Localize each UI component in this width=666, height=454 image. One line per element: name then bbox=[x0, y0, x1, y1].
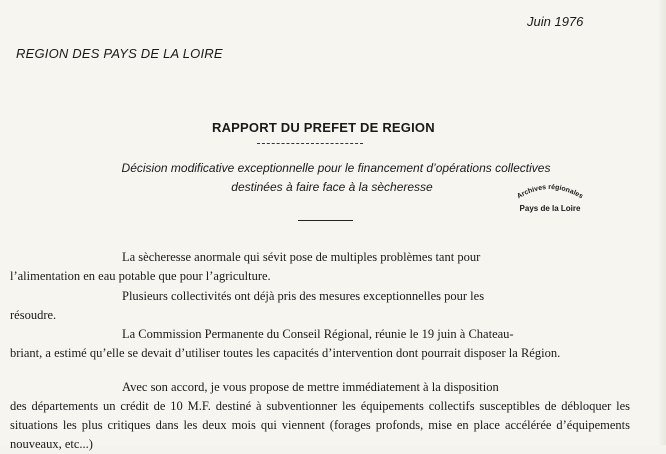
document-title: RAPPORT DU PREFET DE REGION bbox=[212, 120, 435, 135]
paragraph-1 bbox=[10, 248, 630, 286]
paragraph-2 bbox=[10, 287, 630, 325]
paragraph-4 bbox=[10, 378, 630, 454]
section-divider bbox=[298, 220, 353, 221]
paragraph-3-rest: briant, a estimé qu’elle se devait d’utiliser toutes les capacités d’intervention dont pourrait disposer la Région. bbox=[10, 346, 561, 360]
archives-stamp bbox=[510, 181, 590, 217]
page-edge-shading bbox=[658, 0, 666, 445]
paragraph-4-rest: des départements un crédit de 10 M.F. destiné à subventionner les équipements collectifs susceptibles de débloquer les situations les plus critiques dans les deux mois qui viennent (forages profonds, mise en place accélérée d’équipements nouveaux, etc...) bbox=[10, 399, 630, 451]
subtitle-line-1: Décision modificative exceptionnelle pour le financement d’opérations collectives bbox=[121, 161, 551, 175]
document-date: Juin 1976 bbox=[527, 14, 584, 29]
paragraph-4-first-line: Avec son accord, je vous propose de mettre immédiatement à la disposition bbox=[122, 380, 499, 394]
region-heading: REGION DES PAYS DE LA LOIRE bbox=[16, 46, 223, 61]
paragraph-2-first-line: Plusieurs collectivités ont déjà pris des mesures exceptionnelles pour les bbox=[122, 289, 485, 303]
paragraph-1-first-line: La sècheresse anormale qui sévit pose de multiples problèmes tant pour bbox=[122, 250, 481, 264]
stamp-line-2: Pays de la Loire bbox=[519, 204, 581, 213]
paragraph-3-first-line: La Commission Permanente du Conseil Régional, réunie le 19 juin à Chateau- bbox=[122, 327, 514, 341]
subtitle-line-2: destinées à faire face à la sècheresse bbox=[231, 180, 433, 194]
archives-stamp-graphic bbox=[510, 181, 590, 217]
paragraph-2-rest: résoudre. bbox=[10, 308, 57, 322]
stamp-line-1: Archives régionales bbox=[516, 183, 584, 201]
svg-text:Archives régionales bbox=[516, 184, 584, 200]
title-underline bbox=[257, 143, 363, 144]
paragraph-3 bbox=[10, 325, 630, 363]
paragraph-1-rest: l’alimentation en eau potable que pour l’agriculture. bbox=[10, 269, 271, 283]
